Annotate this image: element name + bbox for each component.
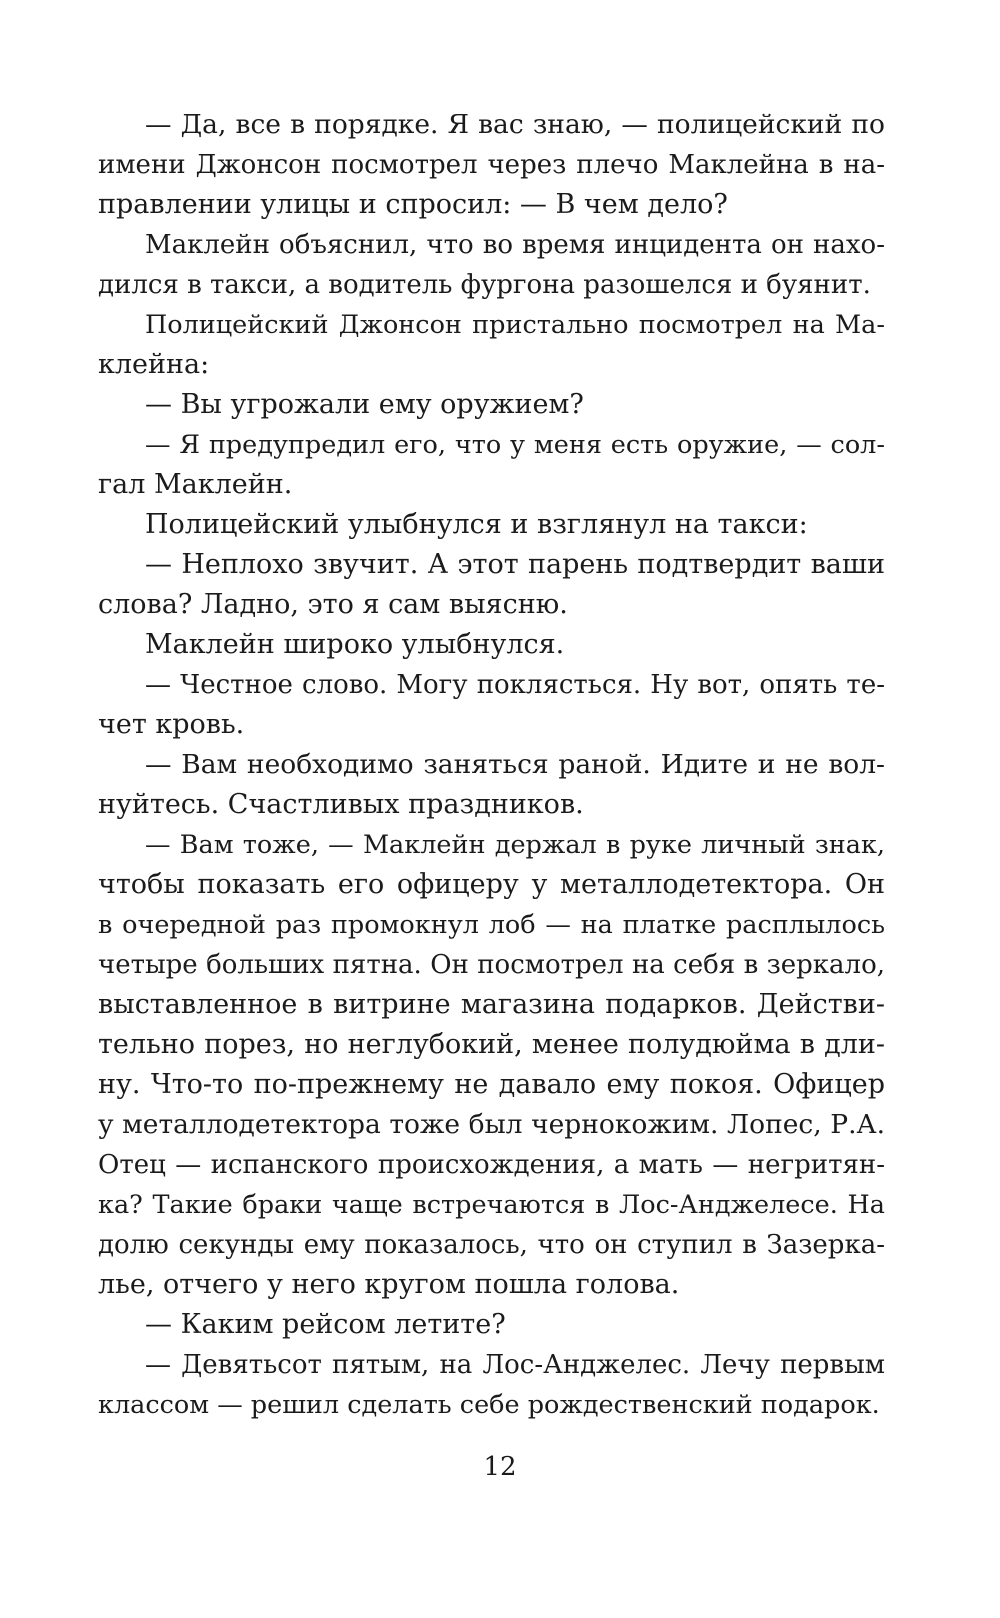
- text-line: — Честное слово. Могу поклясться. Ну вот, опять те-: [145, 670, 885, 700]
- text-line: — Вам тоже, — Маклейн держал в руке личный знак,: [145, 830, 885, 860]
- text-line: — Неплохо звучит. А этот парень подтвердит ваши: [145, 549, 885, 580]
- text-line: — Да, все в порядке. Я вас знаю, — полицейский по: [145, 109, 885, 140]
- text-line: Отец — испанского происхождения, а мать — негритян-: [98, 1150, 885, 1180]
- text-line: правлении улицы и спросил: — В чем дело?: [98, 189, 728, 220]
- text-line: лье, отчего у него кругом пошла голова.: [98, 1269, 680, 1300]
- text-line: — Вам необходимо заняться раной. Идите и не вол-: [145, 749, 885, 780]
- text-line: Маклейн объяснил, что во время инцидента он нахо-: [145, 230, 885, 260]
- text-line: слова? Ладно, это я сам выясню.: [98, 589, 568, 620]
- text-line: нуйтесь. Счастливых праздников.: [98, 789, 584, 820]
- text-line: Полицейский Джонсон пристально посмотрел на Ма-: [145, 310, 885, 340]
- text-line: клейна:: [98, 349, 210, 380]
- text-line: чет кровь.: [98, 709, 245, 740]
- text-line: тельно порез, но неглубокий, менее полудюйма в дли-: [98, 1029, 885, 1060]
- text-line: — Вы угрожали ему оружием?: [145, 389, 584, 420]
- text-line: гал Маклейн.: [98, 469, 293, 500]
- text-line: в очередной раз промокнул лоб — на платке расплылось: [98, 910, 885, 940]
- text-line: классом — решил сделать себе рождественский подарок.: [98, 1390, 880, 1420]
- text-line: — Девятьсот пятым, на Лос-Анджелес. Лечу первым: [145, 1350, 885, 1380]
- text-line: чтобы показать его офицеру у металлодетектора. Он: [98, 869, 885, 900]
- text-line: долю секунды ему показалось, что он ступил в Зазерка-: [98, 1230, 885, 1260]
- text-line: ну. Что-то по-прежнему не давало ему покоя. Офицер: [98, 1069, 885, 1100]
- page-number: 12: [483, 1452, 517, 1482]
- text-line: — Каким рейсом летите?: [145, 1309, 506, 1340]
- text-line: — Я предупредил его, что у меня есть оружие, — сол-: [145, 430, 885, 460]
- text-line: дился в такси, а водитель фургона разошелся и буянит.: [98, 270, 871, 300]
- text-line: Полицейский улыбнулся и взглянул на такси:: [145, 509, 808, 540]
- text-line: выставленное в витрине магазина подарков. Действи-: [98, 989, 885, 1020]
- text-line: ка? Такие браки чаще встречаются в Лос-Анджелесе. На: [98, 1190, 885, 1220]
- text-line: у металлодетектора тоже был чернокожим. Лопес, Р.А.: [98, 1109, 885, 1140]
- text-line: четыре больших пятна. Он посмотрел на себя в зеркало,: [98, 950, 885, 980]
- text-line: имени Джонсон посмотрел через плечо Маклейна в на-: [98, 150, 885, 180]
- text-line: Маклейн широко улыбнулся.: [145, 629, 565, 660]
